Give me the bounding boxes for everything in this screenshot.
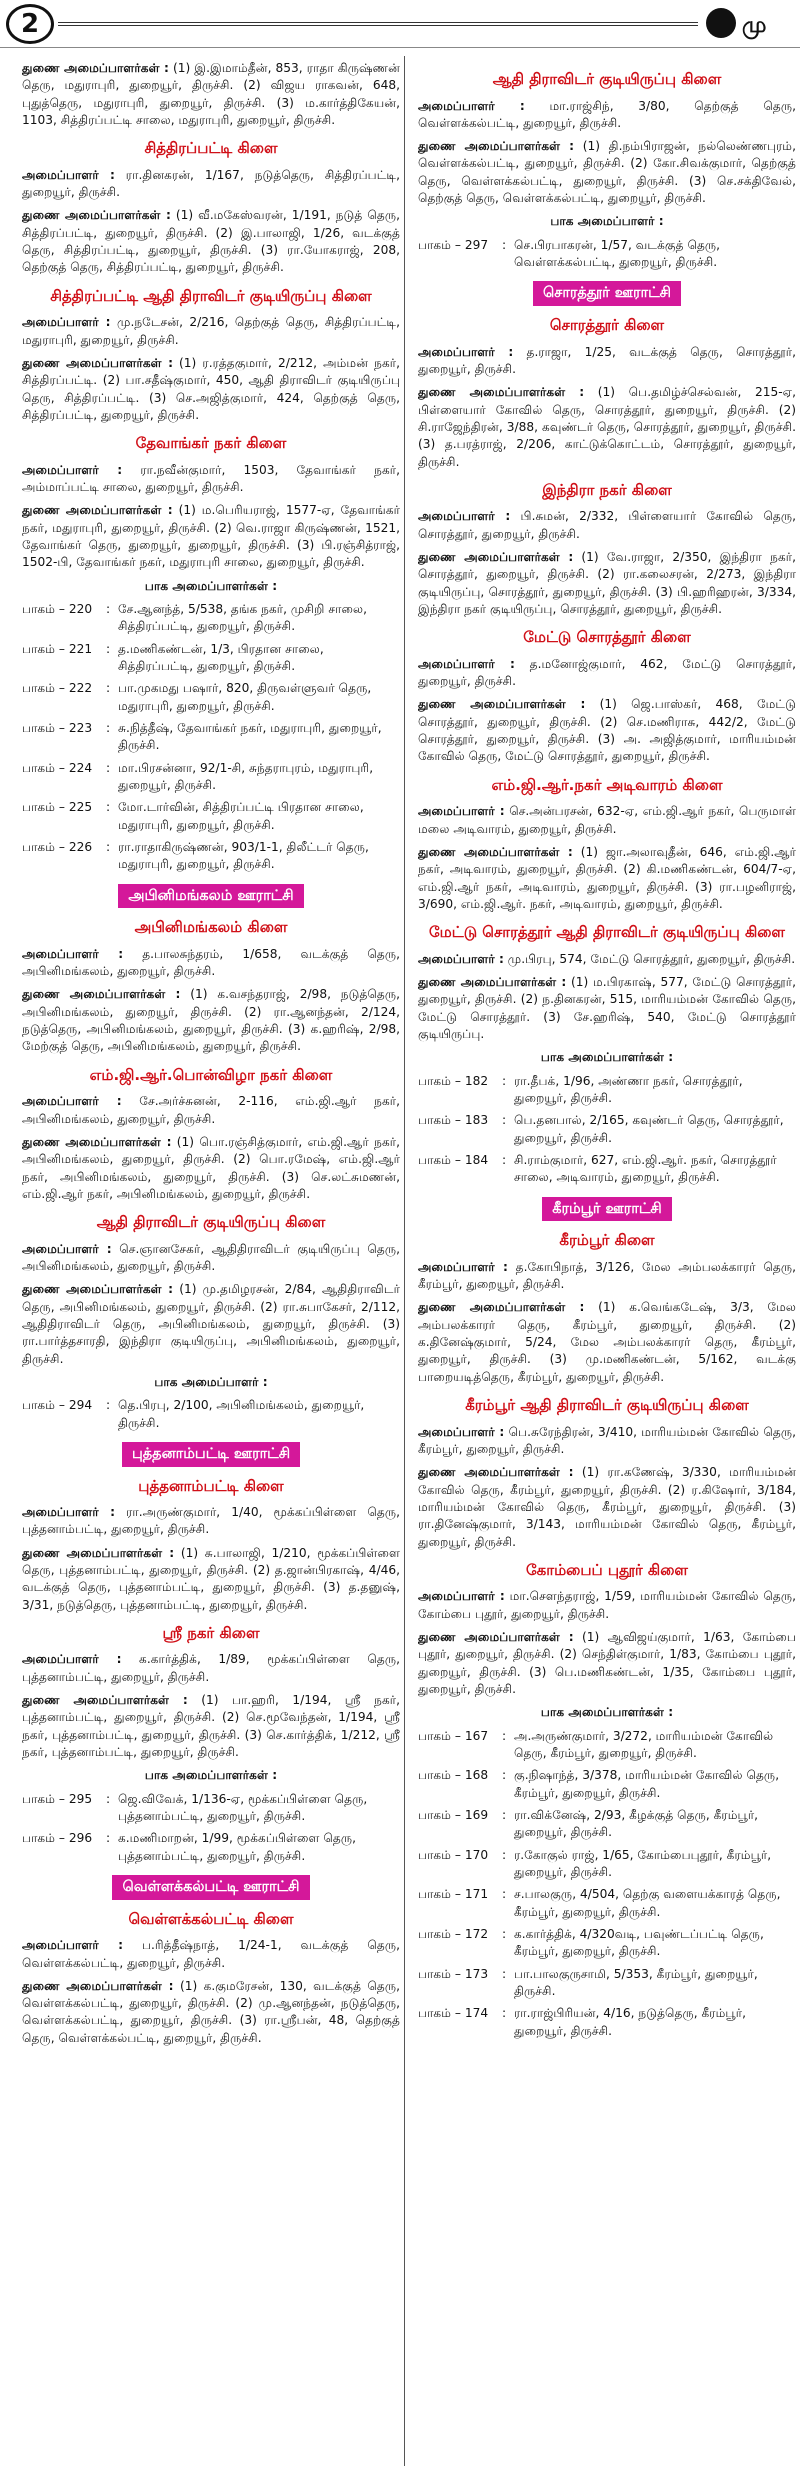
role-label: துணை அமைப்பாளர்கள் : [22,355,173,370]
panchayat-banner [22,1875,400,1900]
booth-officer: ச.பாலகுரு, 4/504, தெற்கு வளையக்காரத் தெரு, கீரம்பூர், துறையூர், திருச்சி. [514,1887,781,1919]
branch-heading: எம்.ஜி.ஆர்.நகர் அடிவாரம் கிளை [491,775,723,794]
branch-heading: மேட்டு சொரத்தூர் கிளை [523,628,691,647]
officer-entry [418,656,796,691]
booth-officer: க.கார்த்திக், 4/320வடி, பவுண்டப்பட்டி தெரு, கீரம்பூர், துறையூர், திருச்சி. [514,1926,764,1959]
panchayat-banner [22,1442,400,1467]
booth-row [418,1966,796,2001]
booth-officer: மா.பிரசன்னா, 92/1-சி, சுந்தராபுரம், மதுராபுரி, துறையூர், திருச்சி. [118,760,374,792]
officer-details: மு.நடேசன், 2/216, தெற்குத் தெரு, சித்திரப்பட்டி, மதுராபுரி, துறையூர், திருச்சி. [22,315,400,347]
booth-number: பாகம் – 295 [22,1791,93,1806]
booth-officer: ரா.விக்னேஷ், 2/93, கீழக்குத் தெரு, கீரம்பூர், துறையூர், திருச்சி. [514,1807,759,1840]
officer-details: மு.பிரபு, 574, மேட்டு சொரத்தூர், துறையூர், திருச்சி. [507,951,796,966]
officer-entry [418,549,796,618]
booth-row [418,1847,796,1882]
role-label: அமைப்பாளர் : [418,804,505,819]
officer-entry [22,167,400,202]
officer-entry [418,508,796,543]
booth-number: பாகம் – 223 [22,721,93,736]
booth-section-heading: பாக அமைப்பாளர்கள் : [540,1705,674,1720]
branch-heading: அபினிமங்கலம் கிளை [134,918,288,937]
officer-entry [22,502,400,571]
officer-entry [22,1545,400,1614]
role-label: அமைப்பாளர் : [418,1589,505,1604]
booth-officer: க.மணிமாறன், 1/99, மூக்கப்பிள்ளை தெரு, புத்தனாம்பட்டி, துறையூர், திருச்சி. [118,1831,357,1863]
officer-entry [418,1629,796,1698]
officer-details: (1) ஆவிஜய்குமார், 1/63, கோம்பை புதூர், துறையூர், திருச்சி. (2) செந்திள்குமார், 1/83, கோம்பை புதூர், துறையூர், திருச்சி. (3) பெ.மணிகண்டன், 1/35, கோம்பை புதூர், துறையூர், திருச்சி. [418,1630,796,1696]
officer-details: (1) க.குமரேசன், 130, வடக்குத் தெரு, வெள்ளக்கல்பட்டி, துறையூர், திருச்சி. (2) மு.ஆனந்தன், நடுத்தெரு, வெள்ளக்கல்பட்டி, துறையூர், திருச்சி. (3) ரா.ஸ்ரீபன், 48, தெற்குத் தெரு, வெள்ளக்கல்பட்டி, துறையூர், திருச்சி. [22,1978,400,2045]
officer-details: (1) இ.இமாம்தீன், 853, ராதா கிருஷ்ணன் தெரு, மதுராபுரி, துறையூர், திருச்சி. (2) விஜய ராகவன், 648, புதுத்தெரு, மதுராபுரி, துறையூர், திருச்சி. (3) ம.கார்த்திகேயன், 1103, சித்திரப்பட்டி சாலை, மதுராபுரி, துறையூர், திருச்சி. [22,61,400,127]
role-label: அமைப்பாளர் : [22,167,115,182]
officer-details: (1) க.வசந்தராஜ், 2/98, நடுத்தெரு, அபினிமங்கலம், துறையூர், திருச்சி. (2) ரா.ஆனந்தன், 2/124, நடுத்தெரு, அபினிமங்கலம், துறையூர், திருச்சி. (3) க.ஹரிஷ், 2/98, மேற்குத் தெரு, அபினிமங்கலம், துறையூர், திருச்சி. [22,987,400,1054]
booth-number: பாகம் – 171 [418,1887,489,1902]
role-label: துணை அமைப்பாளர்கள் : [22,1978,174,1993]
booth-separator: : [502,1073,507,1088]
officer-entry [418,98,796,133]
masthead-title: மு [742,13,767,38]
panchayat-title: சொரத்தூர் ஊராட்சி [533,281,681,306]
role-label: அமைப்பாளர் : [418,509,511,524]
booth-officer: பா.முகமது பஷார், 820, திருவள்ளுவர் தெரு, மதுராபுரி, துறையூர், திருச்சி. [118,681,372,713]
booth-separator: : [106,1398,111,1413]
branch-heading: கீரம்பூர் கிளை [559,1231,655,1250]
booth-separator: : [106,681,111,696]
officer-entry [22,1093,400,1128]
role-label: துணை அமைப்பாளர்கள் : [22,1545,175,1560]
booth-officer: கு.நிஷாந்த், 3/378, மாரியம்மன் கோவில் தெரு, கீரம்பூர், துறையூர், திருச்சி. [514,1768,780,1800]
officer-details: (1) ஜெ.பாஸ்கர், 468, மேட்டு சொரத்தூர், துறையூர், திருச்சி. (2) செ.மணிராசு, 442/2, மேட்டு சொரத்தூர், துறையூர், திருச்சி. (3) அ. அஜித்குமார், மாரியம்மன் கோவில் தெரு, மேட்டு சொரத்தூர், துறையூர், திருச்சி. [418,697,796,764]
booth-separator: : [502,2006,507,2021]
booth-separator: : [502,1807,507,1822]
booth-row [22,641,400,676]
role-label: துணை அமைப்பாளர்கள் : [418,844,573,859]
officer-details: (1) ரா.கணேஷ், 3/330, மாரியம்மன் கோவில் தெரு, கீரம்பூர், துறையூர், திருச்சி. (2) ர.கிஷோர், 3/184, மாரியம்மன் கோவில் தெரு, கீரம்பூர், துறையூர், திருச்சி. (3) ரா.தினேஷ்குமார், 3/143, மாரியம்மன் கோவில் தெரு, கீரம்பூர், துறையூர், திருச்சி. [418,1465,796,1549]
role-label: துணை அமைப்பாளர்கள் : [418,139,575,154]
officer-entry [418,384,796,471]
booth-row [22,760,400,795]
officer-details: ரா.நவீன்குமார், 1503, தேவாங்கர் நகர், அம்மாப்பட்டி சாலை, துறையூர், திருச்சி. [22,462,400,495]
officer-details: (1) வே.ராஜா, 2/350, இந்திரா நகர், சொரத்தூர், துறையூர், திருச்சி. (2) ரா.கலைசரன், 2/273, இந்திரா குடியிருப்பு, சொரத்தூர், துறையூர், திருச்சி. (3) பி.ஹரிஹரன், 3/334, இந்திரா நகர் குடியிருப்பு, சொரத்தூர், துறையூர், திருச்சி. [418,549,796,616]
branch-heading: தேவாங்கர் நகர் கிளை [135,434,287,453]
branch-heading: சித்திரப்பட்டி கிளை [144,139,278,158]
officer-entry [22,314,400,349]
officer-entry [418,138,796,207]
booth-section-heading: பாக அமைப்பாளர்கள் : [144,578,278,593]
officer-entry [418,696,796,765]
officer-details: (1) வீ.மகேஸ்வரன், 1/191, நடுத் தெரு, சித்திரப்பட்டி, துறையூர், திருச்சி. (2) இ.பாலாஜி, 1/26, வடக்குத் தெரு, சித்திரப்பட்டி, துறையூர், திருச்சி. (3) ரா.யோகராஜ், 208, தெற்குத் தெரு, சித்திரப்பட்டி, துறையூர், திருச்சி. [22,208,400,275]
booth-number: பாகம் – 184 [418,1153,489,1168]
booth-officer: ரா.ராதாகிருஷ்ணன், 903/1-1, திலீட்டர் தெரு, மதுராபுரி, துறையூர், திருச்சி. [118,839,369,872]
booth-row [418,1886,796,1921]
officer-entry [22,1504,400,1539]
booth-officer: த.மணிகண்டன், 1/3, பிரதான சாலை, சித்திரப்பட்டி, துறையூர், திருச்சி. [118,641,324,674]
officer-details: க.கார்த்திக், 1/89, மூக்கப்பிள்ளை தெரு, புத்தனாம்பட்டி, துறையூர், திருச்சி. [22,1652,400,1684]
booth-separator: : [106,1791,111,1806]
booth-number: பாகம் – 168 [418,1768,489,1783]
officer-details: ரா.தினகரன், 1/167, நடுத்தெரு, சித்திரப்பட்டி, துறையூர், திருச்சி. [22,167,400,200]
branch-heading: இந்திரா நகர் கிளை [542,480,672,499]
officer-entry [418,974,796,1043]
branch-heading: கோம்பைப் புதூர் கிளை [526,1560,688,1579]
booth-row [418,2005,796,2040]
role-label: துணை அமைப்பாளர்கள் : [418,549,574,564]
booth-number: பாகம் – 225 [22,800,93,815]
booth-section-heading: பாக அமைப்பாளர்கள் : [540,1050,674,1065]
booth-separator: : [502,1887,507,1902]
role-label: அமைப்பாளர் : [22,1094,122,1109]
booth-number: பாகம் – 297 [418,237,489,252]
officer-details: மா.சௌந்தராஜ், 1/59, மாரியம்மன் கோவில் தெரு, கோம்பை புதூர், துறையூர், திருச்சி. [418,1589,796,1621]
role-label: அமைப்பாளர் : [22,1938,123,1953]
officer-details: செ.ஞானசேகர், ஆதிதிராவிடர் குடியிருப்பு தெரு, அபினிமங்கலம், துறையூர், திருச்சி. [22,1241,400,1273]
role-label: அமைப்பாளர் : [418,1424,505,1439]
booth-number: பாகம் – 172 [418,1926,489,1941]
panchayat-banner [22,884,400,909]
booth-number: பாகம் – 167 [418,1728,489,1743]
booth-row [418,1152,796,1187]
role-label: துணை அமைப்பாளர்கள் : [418,697,586,712]
officer-entry [22,1978,400,2047]
booth-number: பாகம் – 222 [22,681,93,696]
booth-number: பாகம் – 169 [418,1807,489,1822]
booth-officer: ரா.தீபக், 1/96, அண்ணா நகர், சொரத்தூர், துறையூர், திருச்சி. [514,1073,743,1106]
left-column [22,60,400,2465]
panchayat-title: கீரம்பூர் ஊராட்சி [542,1197,672,1222]
booth-separator: : [502,1847,507,1862]
booth-separator: : [106,641,111,656]
role-label: துணை அமைப்பாளர்கள் : [22,1693,188,1708]
officer-details: ரா.அருண்குமார், 1/40, மூக்கப்பிள்ளை தெரு, புத்தனாம்பட்டி, துறையூர், திருச்சி. [22,1505,400,1537]
booth-separator: : [502,237,507,252]
officer-entry [22,1281,400,1368]
booth-separator: : [502,1768,507,1783]
officer-details: (1) ஜா.அலாவுதீன், 646, எம்.ஜி.ஆர் நகர், அடிவாரம், துறையூர், திருச்சி. (2) கி.மணிகண்டன், 604/7-ஏ, எம்.ஜி.ஆர் நகர், அடிவாரம், துறையூர், திருச்சி. (3) ரா.பழனிராஜ், 3/690, எம்.ஜி.ஆர். நகர், அடிவாரம், துறையூர், திருச்சி. [418,844,796,911]
role-label: துணை அமைப்பாளர்கள் : [418,1300,585,1315]
booth-officer: செ.பிரபாகரன், 1/57, வடக்குத் தெரு, வெள்ளக்கல்பட்டி, துறையூர், திருச்சி. [514,237,721,270]
officer-details: சே.அர்ச்சுனன், 2-116, எம்.ஜி.ஆர் நகர், அபினிமங்கலம், துறையூர், திருச்சி. [22,1094,400,1126]
officer-details: செ.அன்பரசன், 632-ஏ, எம்.ஜி.ஆர் நகர், பெருமாள் மலை அடிவாரம், துறையூர், திருச்சி. [418,804,796,836]
panchayat-banner [418,1197,796,1222]
officer-details: த.பாலசுந்தரம், 1/658, வடக்குத் தெரு, அபினிமங்கலம், துறையூர், திருச்சி. [22,946,400,979]
officer-details: (1) பா.ஹரி, 1/194, ஸ்ரீ நகர், புத்தனாம்பட்டி, துறையூர், திருச்சி. (2) செ.மூவேந்தன், 1/194, ஸ்ரீ நகர், புத்தனாம்பட்டி, துறையூர், திருச்சி. (3) செ.கார்த்திக், 1/212, ஸ்ரீ நகர், புத்தனாம்பட்டி, துறையூர், திருச்சி. [22,1693,400,1760]
officer-details: (1) க.வெங்கடேஷ், 3/3, மேல அம்பலக்காரர் தெரு, கீரம்பூர், துறையூர், திருச்சி. (2) க.தினேஷ்குமார், 5/24, மேல அம்பலக்காரர் தெரு, கீரம்பூர், துறையூர், திருச்சி. (3) மு.மணிகண்டன், 5/162, வடக்கு பாறையடித்தெரு, கீரம்பூர், துறையூர், திருச்சி. [418,1300,796,1384]
officer-details: பி.சுமன், 2/332, பிள்ளையார் கோவில் தெரு, சொரத்தூர், துறையூர், திருச்சி. [418,509,796,541]
branch-heading: ஆதி திராவிடர் குடியிருப்பு கிளை [96,1213,326,1232]
branch-heading: வெள்ளக்கல்பட்டி கிளை [128,1909,294,1928]
booth-number: பாகம் – 173 [418,1966,489,1981]
booth-row [418,1767,796,1802]
officer-details: (1) ம.பிரகாஷ், 577, மேட்டு சொரத்தூர், துறையூர், திருச்சி. (2) ந.தினகரன், 515, மாரியம்மன் கோவில் தெரு, மேட்டு சொரத்தூர். (3) சே.ஹரிஷ், 540, மேட்டு சொரத்தூர் குடியிருப்பு. [418,975,796,1042]
officer-entry [418,951,796,968]
booth-row [22,839,400,874]
role-label: அமைப்பாளர் : [22,946,124,961]
branch-heading: சித்திரப்பட்டி ஆதி திராவிடர் குடியிருப்பு கிளை [50,286,372,305]
panchayat-banner [418,281,796,306]
officer-entry [22,462,400,497]
officer-details: பெ.சுரேந்திரன், 3/410, மாரியம்மன் கோவில் தெரு, கீரம்பூர், துறையூர், திருச்சி. [418,1424,796,1456]
booth-section-heading: பாக அமைப்பாளர்கள் : [144,1768,278,1783]
branch-heading: மேட்டு சொரத்தூர் ஆதி திராவிடர் குடியிருப்பு கிளை [429,923,785,942]
booth-number: பாகம் – 174 [418,2006,489,2021]
booth-officer: சு.நித்தீஷ், தேவாங்கர் நகர், மதுராபுரி, துறையூர், திருச்சி. [118,721,382,753]
booth-row [418,237,796,272]
booth-number: பாகம் – 296 [22,1831,93,1846]
page-number-badge: 2 [6,4,54,44]
page-header [0,0,800,48]
booth-number: பாகம் – 183 [418,1113,489,1128]
booth-separator: : [502,1728,507,1743]
officer-entry [22,1937,400,1972]
role-label: அமைப்பாளர் : [418,951,504,966]
officer-entry [418,803,796,838]
booth-officer: ர.கோகுல் ராஜ், 1/65, கோம்பைபுதூர், கீரம்பூர், துறையூர், திருச்சி. [514,1847,772,1879]
branch-heading: கீரம்பூர் ஆதி திராவிடர் குடியிருப்பு கிளை [465,1396,749,1415]
booth-officer: ரா.ராஜ்பிரியன், 4/16, நடுத்தெரு, கீரம்பூர், துறையூர், திருச்சி. [514,2006,746,2038]
panchayat-title: அபினிமங்கலம் ஊராட்சி [118,884,303,909]
role-label: அமைப்பாளர் : [418,98,525,113]
booth-officer: அ.அருண்குமார், 3/272, மாரியம்மன் கோவில் தெரு, கீரம்பூர், துறையூர், திருச்சி. [514,1728,774,1760]
role-label: துணை அமைப்பாளர்கள் : [22,503,173,518]
role-label: துணை அமைப்பாளர்கள் : [418,1465,574,1480]
role-label: அமைப்பாளர் : [22,462,123,477]
officer-entry [22,1241,400,1276]
role-label: அமைப்பாளர் : [418,656,515,671]
role-label: துணை அமைப்பாளர்கள் : [418,385,585,400]
officer-details: த.ராஜா, 1/25, வடக்குத் தெரு, சொரத்தூர், துறையூர், திருச்சி. [418,344,796,376]
column-divider [404,56,405,2466]
officer-details: (1) ர.ரத்தகுமார், 2/212, அம்மன் நகர், சித்திரப்பட்டி. (2) பா.சதீஷ்குமார், 450, ஆதி திராவிடர் குடியிருப்பு தெரு, சித்திரப்பட்டி. (3) செ.அஜித்குமார், 424, தெற்குத் தெரு, சித்திரப்பட்டி, துறையூர், திருச்சி. [22,355,400,422]
booth-officer: தெ.பிரபு, 2/100, அபினிமங்கலம், துறையூர், திருச்சி. [118,1398,365,1430]
officer-entry [22,207,400,276]
officer-entry [22,60,400,129]
booth-number: பாகம் – 294 [22,1398,93,1413]
officer-details: (1) பொ.ரஞ்சித்குமார், எம்.ஜி.ஆர் நகர், அபினிமங்கலம், துறையூர், திருச்சி. (2) பொ.ரமேஷ், எம்.ஜி.ஆர் நகர், அபினிமங்கலம், துறையூர், திருச்சி. (3) செ.லட்சுமணன், எம்.ஜி.ஆர் நகர், அபினிமங்கலம், துறையூர், திருச்சி. [22,1134,400,1201]
branch-heading: புத்தனாம்பட்டி கிளை [138,1476,284,1495]
role-label: அமைப்பாளர் : [22,1505,116,1520]
officer-entry [418,1259,796,1294]
officer-entry [22,355,400,424]
booth-row [418,1728,796,1763]
booth-separator: : [502,1153,507,1168]
officer-entry [22,986,400,1055]
role-label: துணை அமைப்பாளர்கள் : [22,61,169,75]
officer-entry [418,1299,796,1386]
booth-separator: : [106,839,111,854]
officer-details: (1) தி.நம்பிராஜன், நல்லெண்ணபுரம், வெள்ளக்கல்பட்டி, துறையூர், திருச்சி. (2) கோ.சிவக்குமார், தெற்குத் தெரு, வெள்ளக்கல்பட்டி, துறையூர், திருச்சி. (3) செ.சக்திவேல், தெற்குத் தெரு, வெள்ளக்கல்பட்டி, துறையூர், திருச்சி. [418,139,796,206]
booth-row [22,680,400,715]
booth-number: பாகம் – 226 [22,839,93,854]
officer-entry [418,344,796,379]
role-label: துணை அமைப்பாளர்கள் : [22,1282,174,1297]
booth-separator: : [106,602,111,617]
officer-entry [418,1424,796,1459]
booth-number: பாகம் – 224 [22,760,93,775]
officer-details: (1) பெ.தமிழ்ச்செல்வன், 215-ஏ, பிள்ளையார் கோவில் தெரு, சொரத்தூர், துறையூர், திருச்சி. (2) சி.ராஜேந்திரன், 3/88, கவுண்டர் தெரு, சொரத்தூர், துறையூர், திருச்சி. (3) த.பரத்ராஜ், 2/206, காட்டுக்கொட்டம், சொரத்தூர், துறையூர், திருச்சி. [418,385,796,469]
role-label: துணை அமைப்பாளர்கள் : [418,975,567,990]
booth-officer: பா.பாலகுருசாமி, 5/353, கீரம்பூர், துறையூர், திருச்சி. [514,1966,758,1998]
officer-details: த.மனோஜ்குமார், 462, மேட்டு சொரத்தூர், துறையூர், திருச்சி. [418,656,796,689]
booth-section-heading: பாக அமைப்பாளர் : [550,214,664,229]
booth-row [22,601,400,636]
role-label: அமைப்பாளர் : [22,315,111,330]
booth-row [22,1791,400,1826]
booth-row [22,799,400,834]
officer-entry [418,1588,796,1623]
booth-separator: : [106,721,111,736]
booth-row [418,1807,796,1842]
role-label: துணை அமைப்பாளர்கள் : [418,1630,574,1644]
booth-officer: பெ.தனபால், 2/165, கவுண்டர் தெரு, சொரத்தூர், துறையூர், திருச்சி. [514,1113,784,1145]
officer-entry [22,946,400,981]
branch-heading: ஆதி திராவிடர் குடியிருப்பு கிளை [492,70,722,88]
booth-separator: : [502,1113,507,1128]
role-label: அமைப்பாளர் : [22,1652,122,1667]
officer-entry [418,844,796,913]
role-label: அமைப்பாளர் : [418,1259,508,1274]
booth-officer: ஜெ.விவேக், 1/136-ஏ, மூக்கப்பிள்ளை தெரு, புத்தனாம்பட்டி, துறையூர், திருச்சி. [118,1791,368,1824]
booth-row [418,1073,796,1108]
role-label: அமைப்பாளர் : [418,344,514,359]
booth-separator: : [106,800,111,815]
branch-heading: எம்.ஜி.ஆர்.பொன்விழா நகர் கிளை [89,1065,333,1084]
booth-separator: : [106,1831,111,1846]
booth-row [418,1926,796,1961]
officer-entry [22,1692,400,1761]
booth-row [22,720,400,755]
booth-number: பாகம் – 170 [418,1847,489,1862]
booth-section-heading: பாக அமைப்பாளர் : [154,1374,268,1389]
masthead-logo-icon [706,8,736,38]
role-label: துணை அமைப்பாளர்கள் : [22,208,171,223]
booth-separator: : [502,1966,507,1981]
right-column [418,60,796,2465]
panchayat-title: வெள்ளக்கல்பட்டி ஊராட்சி [112,1875,309,1900]
role-label: துணை அமைப்பாளர்கள் : [22,987,181,1002]
booth-officer: சே.ஆனந்த், 5/538, தங்க நகர், முசிறி சாலை, சித்திரப்பட்டி, துறையூர், திருச்சி. [118,602,367,634]
officer-details: த.கோபிநாத், 3/126, மேல அம்பலக்காரர் தெரு, கீரம்பூர், துறையூர், திருச்சி. [418,1259,796,1292]
officer-entry [418,1464,796,1551]
booth-separator: : [106,760,111,775]
booth-officer: மோ.டார்வின், சித்திரப்பட்டி பிரதான சாலை, மதுராபுரி, துறையூர், திருச்சி. [118,800,364,832]
officer-details: ப.ரித்தீஷ்நாத், 1/24-1, வடக்குத் தெரு, வெள்ளக்கல்பட்டி, துறையூர், திருச்சி. [22,1938,400,1970]
officer-details: மா.ராஜ்சிந், 3/80, தெற்குத் தெரு, வெள்ளக்கல்பட்டி, துறையூர், திருச்சி. [418,98,796,130]
booth-row [22,1830,400,1865]
officer-details: (1) ம.பெரியராஜ், 1577-ஏ, தேவாங்கர் நகர், மதுராபுரி, துறையூர், திருச்சி. (2) வெ.ராஜா கிருஷ்ணன், 1521, தேவாங்கர் தெரு, துறையூர், துறையூர், திருச்சி. (3) பி.ரஞ்சித்ராஜ், 1502-பி, தேவாங்கர் நகர், மதுராபுரி சாலை, துறையூர், திருச்சி. [22,503,400,570]
role-label: அமைப்பாளர் : [22,1241,112,1256]
booth-separator: : [502,1926,507,1941]
panchayat-title: புத்தனாம்பட்டி ஊராட்சி [122,1442,300,1467]
booth-row [418,1112,796,1147]
booth-number: பாகம் – 221 [22,641,93,656]
role-label: துணை அமைப்பாளர்கள் : [22,1134,172,1149]
officer-entry [22,1651,400,1686]
officer-details: (1) மு.தமிழரசன், 2/84, ஆதிதிராவிடர் தெரு, அபினிமங்கலம், துறையூர், திருச்சி. (2) ரா.சுபாகேசர், 2/112, ஆதிதிராவிடர் தெரு, அபினிமங்கலம், துறையூர், திருச்சி. (3) ரா.பார்த்தசாரதி, இந்திரா குடியிருப்பு, அபினிமங்கலம், துறையூர், திருச்சி. [22,1282,400,1366]
booth-number: பாகம் – 220 [22,602,93,617]
booth-number: பாகம் – 182 [418,1073,489,1088]
booth-row [22,1397,400,1432]
booth-officer: சி.ராம்குமார், 627, எம்.ஜி.ஆர். நகர், சொரத்தூர் சாலை, அடிவாரம், துறையூர், திருச்சி. [514,1153,777,1185]
officer-entry [22,1134,400,1203]
header-rule [58,22,698,26]
officer-details: (1) சு.பாலாஜி, 1/210, மூக்கப்பிள்ளை தெரு, புத்தனாம்பட்டி, துறையூர், திருச்சி. (2) த.ஜான்பிரகாஷ், 4/46, வடக்குத் தெரு, புத்தனாம்பட்டி, துறையூர், திருச்சி. (3) த.தனுஷ், 3/31, நடுத்தெரு, புத்தனாம்பட்டி, துறையூர், திருச்சி. [22,1545,400,1612]
branch-heading: ஸ்ரீ நகர் கிளை [162,1623,260,1642]
branch-heading: சொரத்தூர் கிளை [549,316,665,335]
